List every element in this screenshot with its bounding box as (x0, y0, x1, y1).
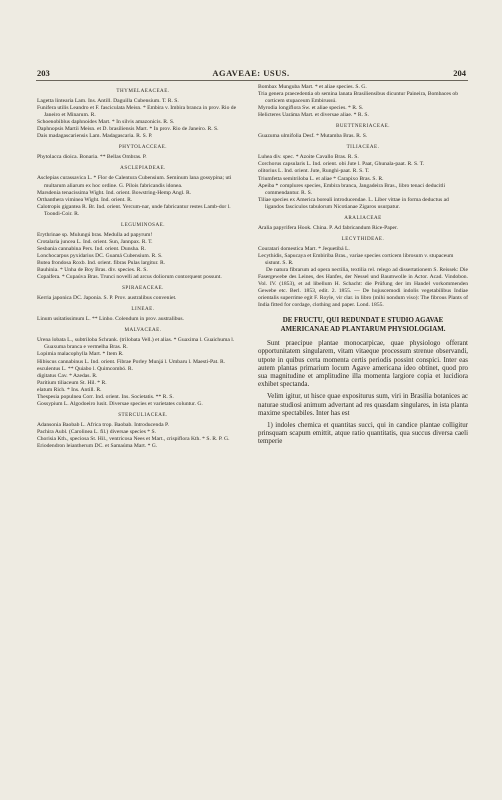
species-entry: Copaifera. * Cupaúva Bras. Trunci novelli ad arcus doliorum contorquent possunt. (37, 274, 222, 281)
species-entry: digitatus Cav. * Azedas. R. (37, 372, 98, 379)
species-entry: Helicteres Uaráma Mart. et diversae aliae. * R. S. (258, 112, 369, 119)
species-entry: Lagetta lintearia Lam. Ins. Antill. Daguilla Cubensium. T. R. S. (37, 98, 179, 105)
species-entry: Corchorus capsularis L. Ind. orient. obi Jute l. Paat, Ghunala-paat. R. S. T. (258, 161, 425, 168)
family-heading: LECYTHIDEAE. (341, 235, 385, 242)
note-paragraph: De natura fibrarum ad opera nectilia, textilia rel. relego ad dissertationem S. Reissek: Die Fasergewebe des Leines, des Hanfes, der Nessel und Baumwolle in Actor. Acad. Vindobon. Vol. IV. (1853), et ad libellum H. Schacht: die Prüfung der im Handel vorkommenden Gewebe etc. Berl. 1853, edit. 2. 1855. — De hujuscemodi indolis vegetabilibus Indiae orientalis superrime egit F. Royle, vir clar. in libro (mihi nondum viso): The fibrous Plants of India fitted for cordage, clothing and paper. Lond. 1855. (258, 267, 468, 309)
species-entry: Funifera utilis Leandro et F. fasciculata Meisn. * Embira v. Imbira branca in prov. Rio de Janeiro et Minarum. R. (37, 105, 237, 119)
species-entry: Guazuma ulmifolia Desf. * Mutamba Bras. R. S. (258, 133, 368, 140)
left-column (37, 84, 249, 450)
species-entry: Asclepias curassavica L. * Flor de Calentura Cubensium. Seminum lana gossypina; uti multarum aliarum ex hoc ordine. G. Pilois fabricandis idonea. (37, 175, 232, 189)
species-entry: Luhea div. spec. * Azoite Cavallo Bras. R. S. (258, 154, 359, 161)
species-entry: Crotalaria juncea L. Ind. orient. Sun, Jannpax. R. T. (37, 238, 153, 245)
family-heading: ASCLEPIADEAE. (120, 165, 166, 172)
species-entry: Eriodendron leiantherum DC. et Samaúma Mart. * G. (37, 443, 158, 450)
species-entry: Myrodia longiflora Sw. et aliae species. * R. S. (258, 105, 364, 112)
page-number-right: 204 (453, 68, 466, 78)
family-heading: ARALIACEAE (344, 214, 382, 221)
running-header (0, 68, 502, 80)
species-entry: Bauhinia. * Unha de Boy Bras. div. species. R. S. (37, 267, 148, 274)
species-entry: elatum Rich. * Ins. Antill. R. (37, 386, 102, 393)
species-entry: Thespesia populnea Corr. Ind. orient. Ins. Societatis. ** R. S. (37, 393, 174, 400)
family-heading: THYMELAEACEAE. (116, 88, 170, 94)
species-entry: Dais madagascariensis Lam. Madagascaria. R. S. P. (37, 133, 153, 140)
header-rule (36, 80, 468, 81)
species-entry: Tiliae species ex America boreali introducendae. L. Liber vittae in forma deductus ad ligandos fasciculos tabulorum Nicotianae Zigaros usurpatur. (258, 196, 449, 210)
species-entry: Phytolacca dioica. Bonaria. ** Bellas Ombras. P. (37, 154, 147, 161)
family-heading: LINEAE. (131, 306, 155, 313)
species-entry: olitorius L. Ind. orient. Jute, Runghi-paat. R. S. T. (258, 168, 370, 175)
species-entry: Tria genera praecedentia ob semina lanata Brasiliensibus dicuntur Paineira, Bombaces ob corticem stupaceum Embirussú. (258, 91, 459, 105)
body-paragraph: Sunt praecipue plantae monocarpicae, quae physiologo offerant opportunitatem singularem, vitam vitaeque processum strenue observandi, utpote in quibus certa momenta certis periodis possint conspici. Inter eas autem plantas primarium locum Agave americana ideo obtinet, quod pro sua magnitudine et amplitudine illa momenta largiore copia et lucidiora exhibet spectanda. (258, 339, 468, 389)
species-entry: Pachira Aubl. (Carolinea L. fil.) diversae species * S. (37, 428, 156, 435)
species-entry: Hibiscus cannabinus L. Ind. orient. Fibrae Porley Munjá l. Umbaru l. Maesti-Pat. R. (37, 358, 226, 365)
species-entry: Kerria japonica DC. Japonia. S. P. Prov. australibus conveniet. (37, 295, 177, 302)
species-entry: Orthanthera viminea Wight. Ind. orient. R. (37, 196, 133, 203)
species-entry: esculentus L. ** Quiabo l. Quimcombó. R. (37, 365, 134, 372)
species-entry: Urena lobata L., subtriloba Schrank. (trilobata Vell.) et alias. * Guaxima l. Guaichuma l. Guaxuma branca e vermelha Bras. R. (37, 337, 235, 351)
family-heading: TILIACEAE. (346, 144, 380, 151)
species-entry: Aralia papyrifera Hook. China. P. Ad fabricandum Rice-Paper. (258, 224, 398, 231)
running-title: AGAVEAE: USUS. (212, 68, 290, 78)
family-heading: STERCULIACEAE. (118, 411, 168, 418)
species-entry: Paritium tiliaceum St. Hil. * R. (37, 379, 107, 386)
species-entry: Adansonia Baobab L. Africa trop. Baobab. Introducenda P. (37, 421, 169, 428)
page-number-left: 203 (37, 68, 50, 78)
species-entry: Sesbania cannabina Pers. Ind. orient. Dunsha. R. (37, 245, 146, 252)
species-entry: Butea frondosa Roxb. Ind. orient. fibras Pulas largitur. R. (37, 259, 166, 266)
species-entry: Apeiba * complures species, Embira branca, Jangadeira Bras., libro tenaci deducitli commendantur. R. S. (258, 182, 446, 196)
family-heading: BUETTNERIACEAE. (335, 123, 391, 130)
species-entry: Bombax Munguba Mart. * et aliae species. S. G. (258, 84, 367, 90)
species-entry: Erythrinae sp. Mulungú bras. Medulla ad papyrum! (37, 231, 153, 238)
species-entry: Chorisia Kth., speciosa St. Hil., ventricosa Nees et Mart., crispiflora Kth. * S. R. P. G. (37, 435, 230, 442)
species-entry: Daphnopsis Martii Meisn. et D. brasiliensis Mart. * In prov. Rio de Janeiro. R. S. (37, 126, 219, 133)
species-entry: Schoenobiblus daphnoides Mart. * In silvis amazonicis. R. S. (37, 119, 175, 126)
species-entry: Lecythidis, Sapucaya et Embiriba Bras., variae species corticem librosum v. stupaceum sistunt. S. R. (258, 252, 454, 266)
family-heading: LEGUMINOSAE. (120, 221, 166, 228)
family-heading: SPIRAEACEAE. (122, 285, 164, 292)
family-heading: PHYTOLACCEAE. (118, 144, 168, 151)
body-paragraph: 1) indoles chemica et quantitas succi, qui in candice plantae colligitur prinsquam scapum emittit, atque ratio quantitatis, qua succus diversa caeli temperie (258, 420, 468, 446)
species-entry: Marsdenia tenacissima Wight. Ind. orient. Bowstring-Hemp Angl. R. (37, 189, 192, 196)
species-entry: Couratari domestica Mart. * Jequetibá L. (258, 245, 350, 252)
species-entry: Lonchocarpus pyxidarius DC. Guamá Cubensium. R. S. (37, 252, 163, 259)
species-entry: Linum usitatissimum L. ** Linho. Colendum in prov. australibus. (37, 316, 184, 323)
species-entry: Triumfetta semitriloba L. et aliae * Carapixo Bras. S. R. (258, 175, 384, 182)
right-column (258, 84, 468, 450)
body-paragraph: Velim igitur, ut hisce quae expositurus sum, viri in Brasilia botanices ac naturae studiosi animum advertant ad res quasdam singulares, in ista planta maxime spectabiles. Inter has est (258, 392, 468, 417)
species-entry: Lopimia malacophylla Mart. * Item R. (37, 351, 124, 358)
species-entry: Calotropis gigantea R. Br. Ind. orient. Yercum-nar, unde fabricantur restes Lamb-dor l. Toondi-Coir. R. (37, 203, 231, 217)
section-title: DE FRUCTU, QUI REDUNDAT E STUDIO AGAVAE AMERICANAE AD PLANTARUM PHYSIOLOGIAM. (280, 317, 446, 333)
family-heading: MALVACEAE. (124, 327, 162, 334)
species-entry: Gossypium L. Algodoeiro lusit. Diversae species et varietates coluntur. G. (37, 400, 203, 407)
